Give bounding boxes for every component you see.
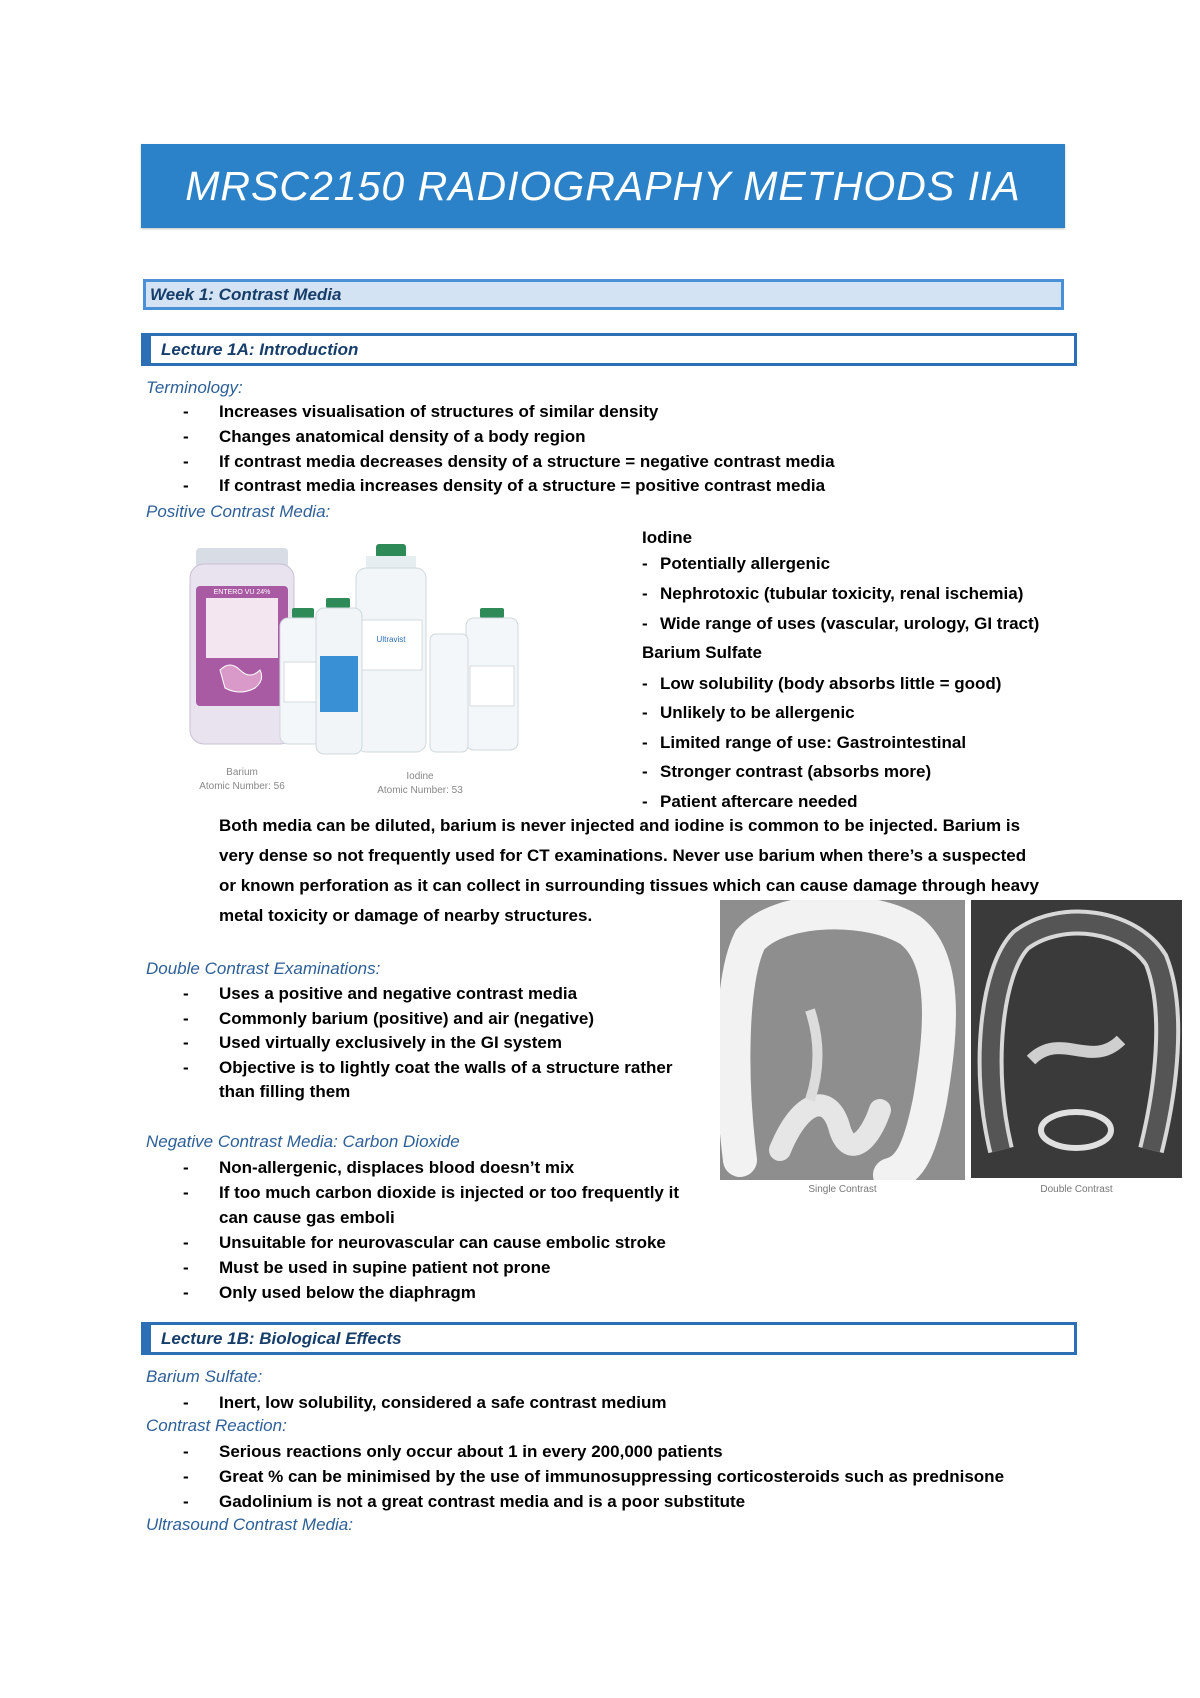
bullet-dash: -: [642, 792, 648, 811]
bullet-dash: -: [183, 1393, 189, 1412]
list-item: Must be used in supine patient not prone: [219, 1258, 551, 1277]
bullet-dash: -: [183, 984, 189, 1003]
list-item: Unsuitable for neurovascular can cause embolic stroke: [219, 1233, 666, 1252]
bullet-dash: -: [183, 1058, 189, 1077]
bullet-dash: -: [183, 402, 189, 421]
bullet-dash: -: [642, 733, 648, 752]
barium-sulfate-heading: Barium Sulfate: [642, 643, 762, 662]
list-item: If too much carbon dioxide is injected or too frequently it: [219, 1183, 679, 1202]
paragraph-line: or known perforation as it can collect in surrounding tissues which can cause damage through heavy: [219, 876, 1039, 895]
list-item: Serious reactions only occur about 1 in every 200,000 patients: [219, 1442, 723, 1461]
bullet-dash: -: [183, 1283, 189, 1302]
bullet-dash: -: [183, 1158, 189, 1177]
lecture-1a-heading-box: [141, 333, 1077, 366]
xray-figure: [720, 900, 1182, 1200]
bullet-dash: -: [183, 1467, 189, 1486]
list-item: Used virtually exclusively in the GI system: [219, 1033, 562, 1052]
contrast-bottles-image: [180, 530, 625, 805]
contrast-media-figure: [180, 530, 625, 805]
list-item: Stronger contrast (absorbs more): [660, 762, 932, 781]
list-item: Great % can be minimised by the use of immunosuppressing corticosteroids such as prednisone: [219, 1467, 1005, 1486]
document-title: MRSC2150 RADIOGRAPHY METHODS IIA: [185, 162, 1021, 209]
iodine-bottle-brand: Ultravist: [376, 635, 406, 644]
list-item: Changes anatomical density of a body region: [219, 427, 586, 446]
paragraph-line: very dense so not frequently used for CT examinations. Never use barium when there’s a suspected: [219, 846, 1027, 865]
list-item: If contrast media increases density of a structure = positive contrast media: [219, 476, 826, 495]
list-item: Increases visualisation of structures of similar density: [219, 402, 659, 421]
list-item: If contrast media decreases density of a structure = negative contrast media: [219, 452, 835, 471]
list-item: Only used below the diaphragm: [219, 1283, 476, 1302]
bullet-dash: -: [642, 762, 648, 781]
bullet-dash: -: [642, 554, 648, 573]
double-contrast-xray: [971, 900, 1182, 1178]
list-item: Inert, low solubility, considered a safe contrast medium: [219, 1393, 667, 1412]
bullet-dash: -: [183, 1442, 189, 1461]
iodine-heading: Iodine: [642, 528, 693, 547]
list-item: Low solubility (body absorbs little = good): [660, 674, 1002, 693]
list-item-continuation: can cause gas emboli: [219, 1208, 395, 1227]
contrast-reaction-heading: Contrast Reaction:: [146, 1416, 287, 1435]
list-item: Uses a positive and negative contrast media: [219, 984, 578, 1003]
list-item: Unlikely to be allergenic: [660, 703, 855, 722]
document-title-banner: [141, 144, 1065, 228]
bullet-dash: -: [183, 1183, 189, 1202]
list-item: Non-allergenic, displaces blood doesn’t mix: [219, 1158, 575, 1177]
week-heading: Week 1: Contrast Media: [150, 284, 342, 304]
barium-atomic-number: Atomic Number: 56: [199, 781, 285, 792]
list-item: Objective is to lightly coat the walls of a structure rather: [219, 1058, 673, 1077]
double-contrast-caption: Double Contrast: [1040, 1184, 1113, 1195]
list-item: Gadolinium is not a great contrast media and is a poor substitute: [219, 1492, 746, 1511]
bullet-dash: -: [642, 614, 648, 633]
double-contrast-heading: Double Contrast Examinations:: [146, 959, 381, 978]
bullet-dash: -: [183, 1009, 189, 1028]
paragraph-line: metal toxicity or damage of nearby structures.: [219, 906, 593, 925]
list-item: Patient aftercare needed: [660, 792, 858, 811]
bullet-dash: -: [183, 1492, 189, 1511]
bullet-dash: -: [642, 584, 648, 603]
bullet-dash: -: [183, 1233, 189, 1252]
lecture-1a-heading: Lecture 1A: Introduction: [161, 339, 359, 359]
bullet-dash: -: [183, 1033, 189, 1052]
positive-contrast-heading: Positive Contrast Media:: [146, 502, 331, 521]
bullet-dash: -: [183, 476, 189, 495]
terminology-heading: Terminology:: [146, 378, 243, 397]
bullet-dash: -: [642, 674, 648, 693]
bullet-dash: -: [183, 427, 189, 446]
iodine-caption: Iodine: [406, 771, 434, 782]
bullet-dash: -: [183, 452, 189, 471]
single-contrast-xray: [720, 900, 965, 1180]
barium-sulfate-subheading: Barium Sulfate:: [146, 1367, 263, 1386]
bullet-dash: -: [183, 1258, 189, 1277]
barium-bottle-brand: ENTERO VU 24%: [213, 589, 271, 596]
iodine-atomic-number: Atomic Number: 53: [377, 785, 463, 796]
list-item-continuation: than filling them: [219, 1082, 351, 1101]
list-item: Commonly barium (positive) and air (negative): [219, 1009, 595, 1028]
list-item: Potentially allergenic: [660, 554, 831, 573]
paragraph-line: Both media can be diluted, barium is never injected and iodine is common to be injected. Barium is: [219, 816, 1021, 835]
barium-caption: Barium: [226, 767, 258, 778]
list-item: Limited range of use: Gastrointestinal: [660, 733, 967, 752]
list-item: Wide range of uses (vascular, urology, GI tract): [660, 614, 1040, 633]
list-item: Nephrotoxic (tubular toxicity, renal ischemia): [660, 584, 1024, 603]
lecture-1b-heading: Lecture 1B: Biological Effects: [161, 1328, 402, 1348]
lecture-1b-heading-box: [141, 1322, 1077, 1355]
ultrasound-contrast-heading: Ultrasound Contrast Media:: [146, 1515, 353, 1534]
week-heading-box: [143, 279, 1064, 310]
single-contrast-caption: Single Contrast: [808, 1184, 877, 1195]
bullet-dash: -: [642, 703, 648, 722]
negative-contrast-heading: Negative Contrast Media: Carbon Dioxide: [146, 1132, 460, 1151]
